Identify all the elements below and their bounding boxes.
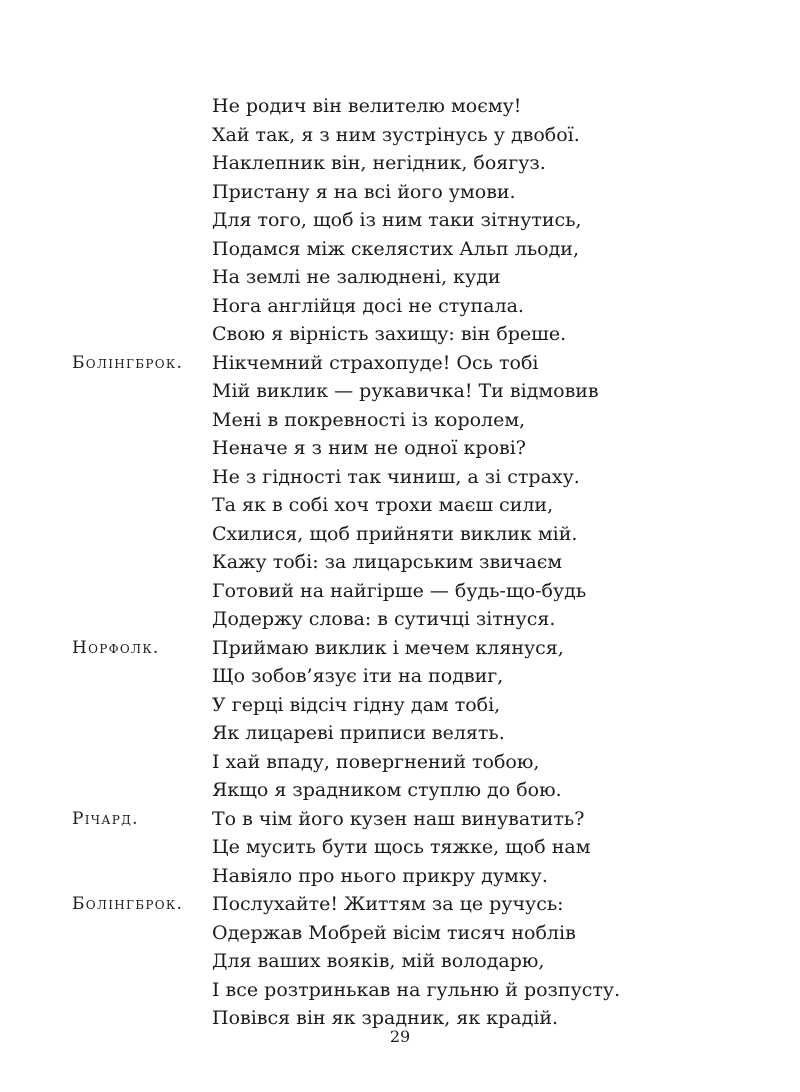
verse-line bbox=[72, 634, 752, 663]
verse-text: Кажу тобі: за лицарським звичаєм bbox=[212, 551, 563, 573]
verse-text: Наклепник він, негідник, боягуз. bbox=[212, 152, 546, 174]
verse-text: Схилися, щоб прийняти виклик мій. bbox=[212, 522, 578, 545]
verse-line bbox=[72, 92, 752, 121]
verse-line bbox=[72, 263, 752, 292]
verse-line bbox=[72, 121, 752, 150]
verse-text: Нікчемний страхопуде! Ось тобі bbox=[212, 351, 539, 374]
verse-text: Це мусить бути щось тяжке, щоб нам bbox=[212, 836, 591, 858]
verse-line bbox=[72, 577, 752, 606]
verse-line bbox=[72, 662, 752, 691]
verse-text: Послухайте! Життям за це ручусь: bbox=[212, 893, 564, 915]
verse-line bbox=[72, 434, 752, 463]
verse-text: Для ваших вояків, мій володарю, bbox=[212, 950, 545, 972]
verse-text: У герці відсіч гідну дам тобі, bbox=[212, 693, 501, 716]
verse-line bbox=[72, 719, 752, 748]
verse-text: Якщо я зрадником ступлю до бою. bbox=[212, 779, 562, 801]
verse-line bbox=[72, 491, 752, 520]
verse-line bbox=[72, 919, 752, 948]
verse-text: То в чім його кузен наш винуватить? bbox=[212, 807, 585, 830]
verse-line bbox=[72, 947, 752, 976]
verse-text: Приймаю виклик і мечем клянуся, bbox=[212, 636, 564, 659]
verse-line bbox=[72, 206, 752, 235]
verse-text: Для того, щоб із ним таки зітнутись, bbox=[212, 209, 582, 231]
verse-text: Пристану я на всі його умови. bbox=[212, 180, 516, 203]
verse-text: Мені в покревності із королем, bbox=[212, 408, 526, 431]
verse-text: Готовий на найгірше — будь-що-будь bbox=[212, 579, 587, 602]
verse-line bbox=[72, 320, 752, 349]
verse-text: Неначе я з ним не одної крові? bbox=[212, 437, 526, 459]
verse-line bbox=[72, 406, 752, 435]
verse-line bbox=[72, 976, 752, 1005]
speaker-name: Норфолк. bbox=[72, 637, 160, 658]
verse-line bbox=[72, 748, 752, 777]
verse-line bbox=[72, 349, 752, 378]
verse-text: Хай так, я з ним зустрінусь у двобої. bbox=[212, 123, 580, 146]
verse-line bbox=[72, 605, 752, 634]
verse-text: І все розтринькав на гульню й розпусту. bbox=[212, 978, 621, 1001]
verse-line bbox=[72, 463, 752, 492]
verse-text: Одержав Мобрей вісім тисяч ноблів bbox=[212, 921, 576, 944]
verse-text: Та як в собі хоч трохи маєш сили, bbox=[212, 494, 554, 516]
verse-text: Подамся між скелястих Альп льоди, bbox=[212, 237, 580, 260]
verse-line bbox=[72, 377, 752, 406]
verse-text: Нога англійця досі не ступала. bbox=[212, 294, 524, 317]
verse-line bbox=[72, 805, 752, 834]
page-number: 29 bbox=[389, 1027, 411, 1046]
verse-text: Не родич він велителю моєму! bbox=[212, 95, 522, 117]
verse-text: Мій виклик — рукавичка! Ти відмовив bbox=[212, 380, 599, 402]
verse-line bbox=[72, 178, 752, 207]
verse-line bbox=[72, 833, 752, 862]
verse-text: Навіяло про нього прикру думку. bbox=[212, 864, 548, 887]
verse-line bbox=[72, 520, 752, 549]
verse-line bbox=[72, 149, 752, 178]
speaker-name: Річард. bbox=[72, 808, 139, 829]
verse-block bbox=[72, 92, 752, 1033]
speaker-name: Болінгброк. bbox=[72, 352, 184, 373]
verse-line bbox=[72, 548, 752, 577]
verse-text: Не з гідності так чиниш, а зі страху. bbox=[212, 465, 580, 488]
verse-line bbox=[72, 890, 752, 919]
verse-line bbox=[72, 292, 752, 321]
verse-line bbox=[72, 776, 752, 805]
verse-text: І хай впаду, повергнений тобою, bbox=[212, 750, 540, 773]
verse-text: Що зобов’язує іти на подвиг, bbox=[212, 665, 504, 687]
verse-text: Додержу слова: в сутичці зітнуся. bbox=[212, 608, 556, 630]
speaker-name: Болінгброк. bbox=[72, 894, 184, 914]
verse-text: Свою я вірність захищу: він бреше. bbox=[212, 323, 567, 345]
verse-line bbox=[72, 235, 752, 264]
verse-line bbox=[72, 691, 752, 720]
verse-line bbox=[72, 862, 752, 891]
verse-text: Повівся він як зрадник, як крадій. bbox=[212, 1007, 559, 1029]
verse-text: На землі не залюднені, куди bbox=[212, 266, 501, 288]
verse-text: Як лицареві приписи велять. bbox=[212, 722, 505, 744]
